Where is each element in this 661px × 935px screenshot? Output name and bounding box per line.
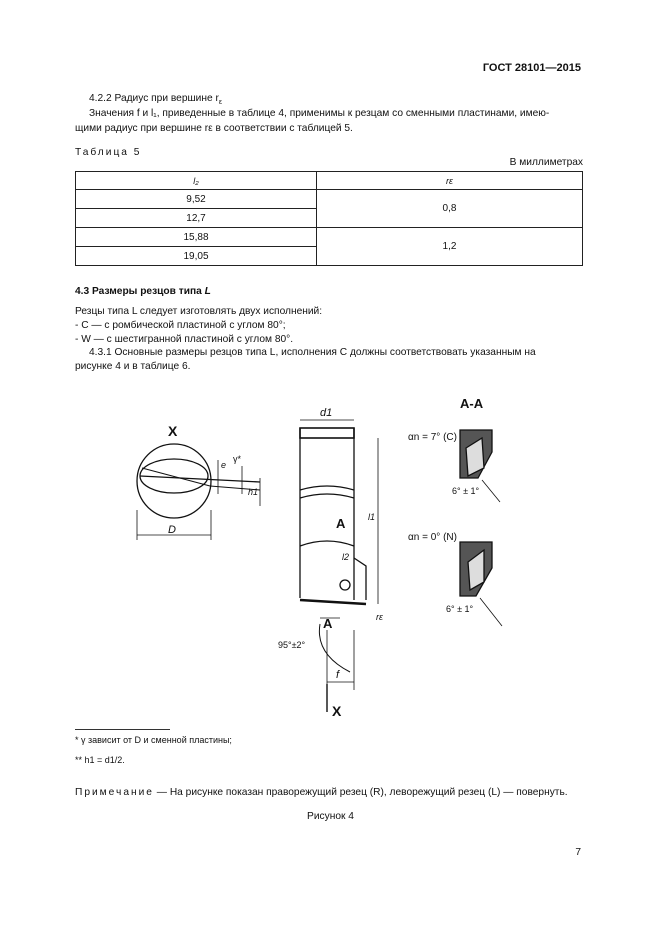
figure-caption: Рисунок 4 [307, 811, 354, 822]
table-units: В миллиметрах [509, 157, 583, 168]
note-text: — На рисунке показан праворежущий резец (R), леворежущий резец (L) — повернуть. [153, 787, 568, 798]
dim-d1-label: d1 [320, 407, 333, 419]
tool-tip-edge [300, 600, 366, 604]
arc-line [319, 624, 350, 672]
angle-n-label: 6° ± 1° [446, 604, 474, 614]
cell-l2: 15,88 [76, 228, 317, 247]
chamfer-line [300, 541, 354, 546]
cell-re: 1,2 [317, 228, 583, 266]
end-view-circle [137, 444, 211, 518]
dim-l2-label: l2 [342, 552, 350, 562]
view-x-label-bottom: X [332, 703, 342, 719]
cell-re: 0,8 [317, 190, 583, 228]
break-line [300, 486, 354, 490]
section-422-heading: 4.2.2 Радиус при вершине $r_\varepsilon$ [89, 93, 222, 107]
note-label: Примечание [75, 787, 154, 798]
footnote-2: ** h1 = d1/2. [75, 755, 125, 765]
document-id: ГОСТ 28101—2015 [482, 62, 581, 74]
footnote-divider [75, 729, 170, 730]
angle-line [482, 480, 500, 502]
dim-h1-label: h1 [248, 487, 259, 497]
angle-side-label: 95°±2° [278, 640, 306, 650]
cell-l2: 12,7 [76, 209, 317, 228]
table-row [76, 228, 583, 247]
table-caption: Таблица 5 [75, 147, 142, 158]
dim-f-label: f [336, 669, 340, 681]
section-422-line2: щими радиус при вершине rε в соответствии с таблицей 5. [75, 123, 353, 134]
angle-line [480, 598, 502, 626]
table-row [76, 190, 583, 209]
dim-e-label: e [221, 460, 227, 470]
section-43-heading: 4.3 Размеры резцов типа L [75, 286, 211, 297]
alpha-n-label: αn = 0° (N) [408, 532, 457, 543]
section-43-item-c: - C — с ромбической пластиной с углом 80°; [75, 320, 286, 331]
dim-l1-label: l1 [368, 512, 376, 522]
section-mark-bottom: A [323, 616, 333, 631]
insert-outline [354, 558, 366, 600]
footnote-1: * γ зависит от D и сменной пластины; [75, 735, 232, 745]
figure-4-drawing [120, 390, 520, 725]
alpha-c-label: αn = 7° (C) [408, 432, 457, 443]
view-x-label-top: X [168, 423, 178, 439]
dim-D-label: D [168, 524, 176, 536]
figure-note [75, 785, 583, 801]
table-5 [75, 171, 583, 266]
section-43-item-w: - W — с шестигранной пластиной с углом 80°. [75, 334, 294, 345]
cell-l2: 19,05 [76, 247, 317, 266]
section-43-intro: Резцы типа L следует изготовлять двух исполнений: [75, 306, 323, 317]
section-aa-label: А-А [460, 396, 484, 411]
table-header-row [76, 172, 583, 190]
section-422-line1: Значения f и l₁, приведенные в таблице 4, применимы к резцам со сменными пластинами, имею- [89, 108, 550, 119]
angle-c-label: 6° ± 1° [452, 486, 480, 496]
col-header-l2: l₂ [76, 172, 317, 190]
gamma-label: γ* [233, 454, 242, 464]
cell-l2: 9,52 [76, 190, 317, 209]
page-number: 7 [575, 847, 581, 858]
dim-re-label: rε [376, 612, 383, 622]
section-mark-top: A [336, 516, 346, 531]
col-header-re: rε [317, 172, 583, 190]
insert-screw [340, 580, 350, 590]
body-top [300, 428, 354, 438]
section-431-line1: 4.3.1 Основные размеры резцов типа L, исполнения C должны соответствовать указанным на [89, 347, 536, 358]
break-line [300, 494, 354, 498]
section-431-line2: рисунке 4 и в таблице 6. [75, 361, 191, 372]
